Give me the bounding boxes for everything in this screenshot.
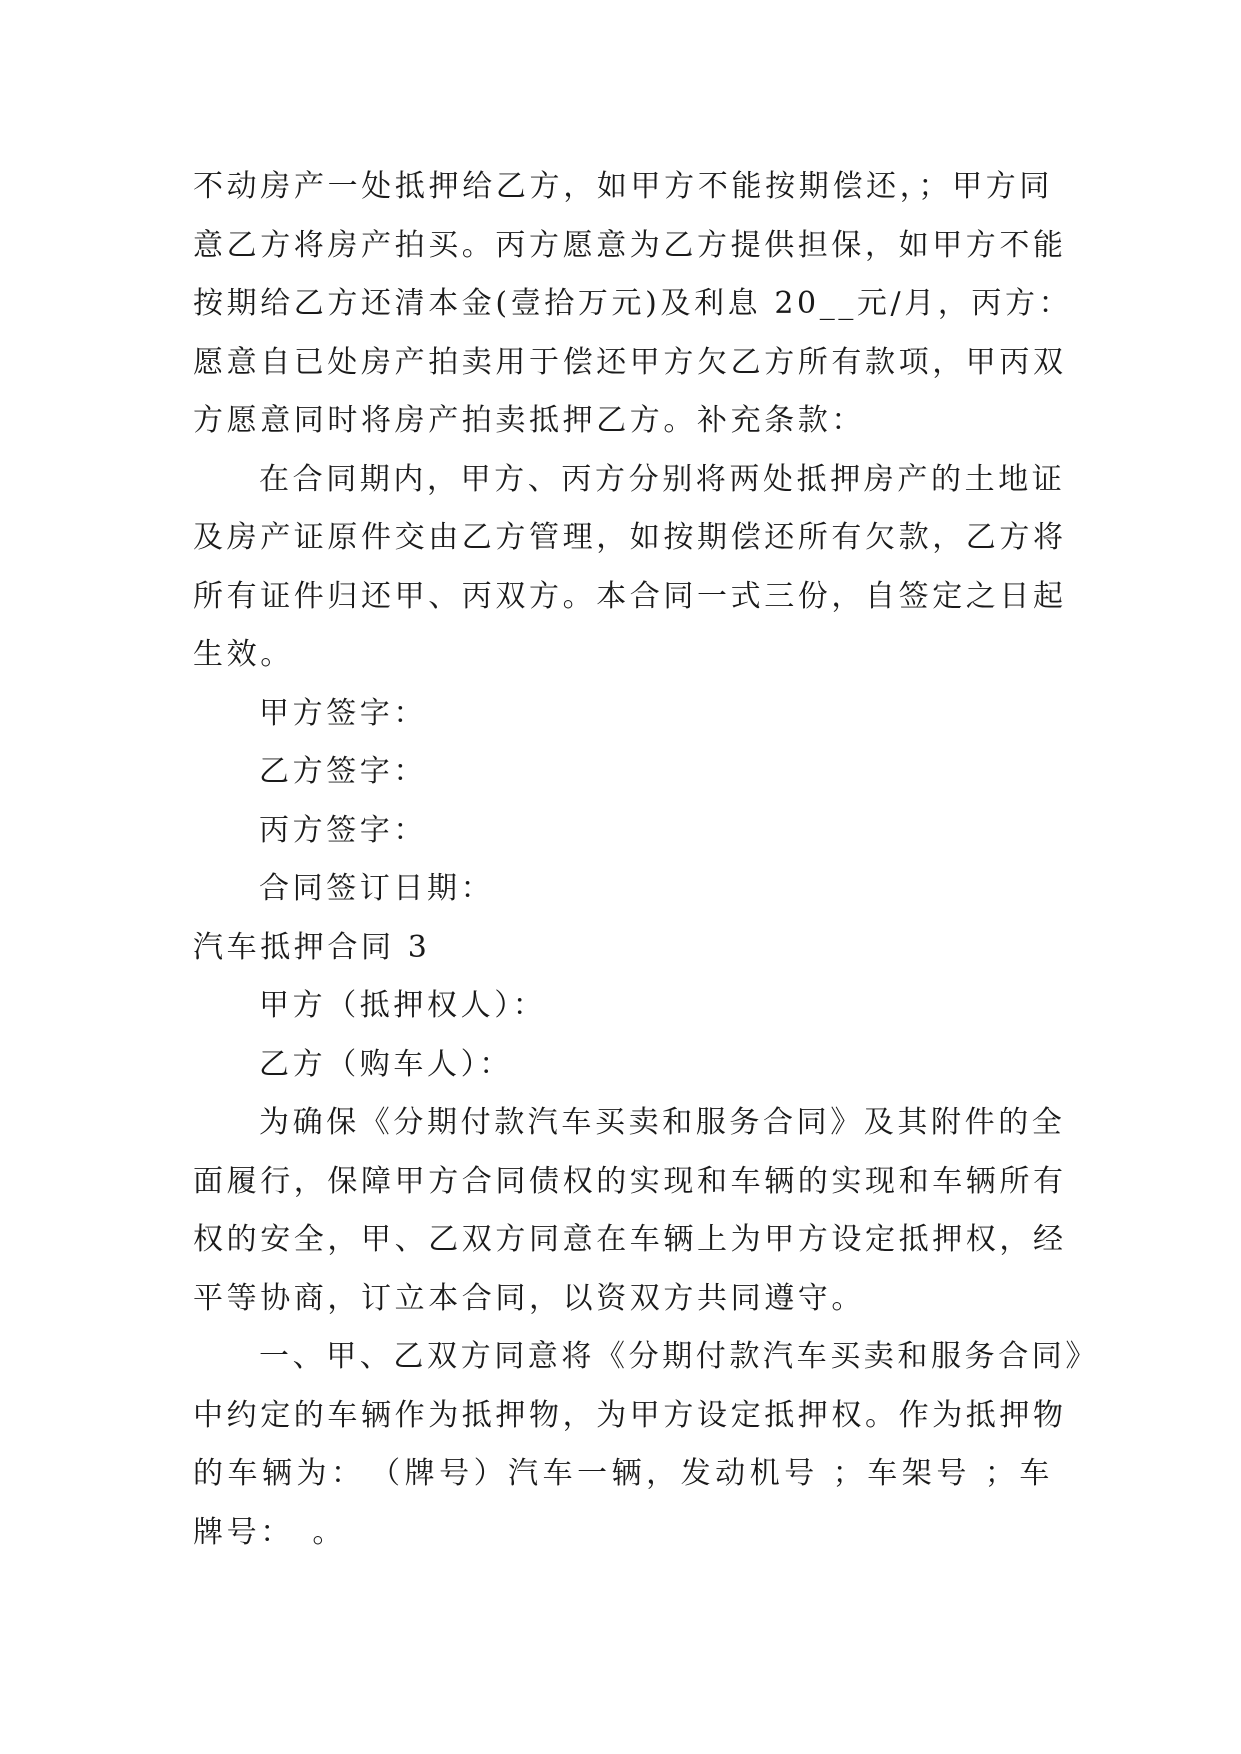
document-page bbox=[193, 158, 1099, 1562]
paragraph-line: 方愿意同时将房产拍卖抵押乙方。补充条款： bbox=[193, 403, 865, 438]
paragraph-line: 中约定的车辆作为抵押物，为甲方设定抵押权。作为抵押物 bbox=[193, 1397, 1067, 1433]
paragraph-line: 为确保《分期付款汽车买卖和服务合同》及其附件的全 bbox=[259, 1105, 1066, 1140]
paragraph-line: 及房产证原件交由乙方管理，如按期偿还所有欠款，乙方将 bbox=[193, 520, 1067, 555]
paragraph-line: 生效。 bbox=[193, 637, 294, 672]
section-title: 汽车抵押合同 3 bbox=[193, 929, 431, 965]
paragraph-line: 一、甲、乙双方同意将《分期付款汽车买卖和服务合同》 bbox=[259, 1339, 1099, 1374]
signature-party-c: 丙方签字： bbox=[259, 812, 427, 848]
paragraph-line: 不动房产一处抵押给乙方，如甲方不能按期偿还，；甲方同 bbox=[193, 169, 1053, 204]
paragraph-line: 牌号： 。 bbox=[193, 1514, 346, 1550]
paragraph-line: 权的安全，甲、乙双方同意在车辆上为甲方设定抵押权，经 bbox=[193, 1222, 1067, 1257]
signature-party-a: 甲方签字： bbox=[259, 695, 427, 731]
contract-date: 合同签订日期： bbox=[259, 871, 495, 906]
paragraph-line: 在合同期内，甲方、丙方分别将两处抵押房产的土地证 bbox=[259, 461, 1066, 497]
paragraph-line: 平等协商，订立本合同，以资双方共同遵守。 bbox=[193, 1280, 865, 1316]
party-a-line: 甲方（抵押权人）： bbox=[259, 988, 547, 1023]
party-b-line: 乙方（购车人）： bbox=[259, 1046, 513, 1082]
paragraph-line: 按期给乙方还清本金(壹拾万元)及利息 20__元/月，丙方： bbox=[193, 286, 1073, 321]
paragraph-line: 面履行，保障甲方合同债权的实现和车辆的实现和车辆所有 bbox=[193, 1163, 1067, 1199]
paragraph-line: 愿意自已处房产拍卖用于偿还甲方欠乙方所有款项，甲丙双 bbox=[193, 344, 1067, 380]
paragraph-line: 所有证件归还甲、丙双方。本合同一式三份，自签定之日起 bbox=[193, 578, 1067, 614]
signature-party-b: 乙方签字： bbox=[259, 754, 427, 789]
paragraph-line: 意乙方将房产拍买。丙方愿意为乙方提供担保，如甲方不能 bbox=[193, 227, 1067, 263]
paragraph-line: 的车辆为： （牌号）汽车一辆，发动机号 ；车架号 ；车 bbox=[193, 1456, 1053, 1491]
